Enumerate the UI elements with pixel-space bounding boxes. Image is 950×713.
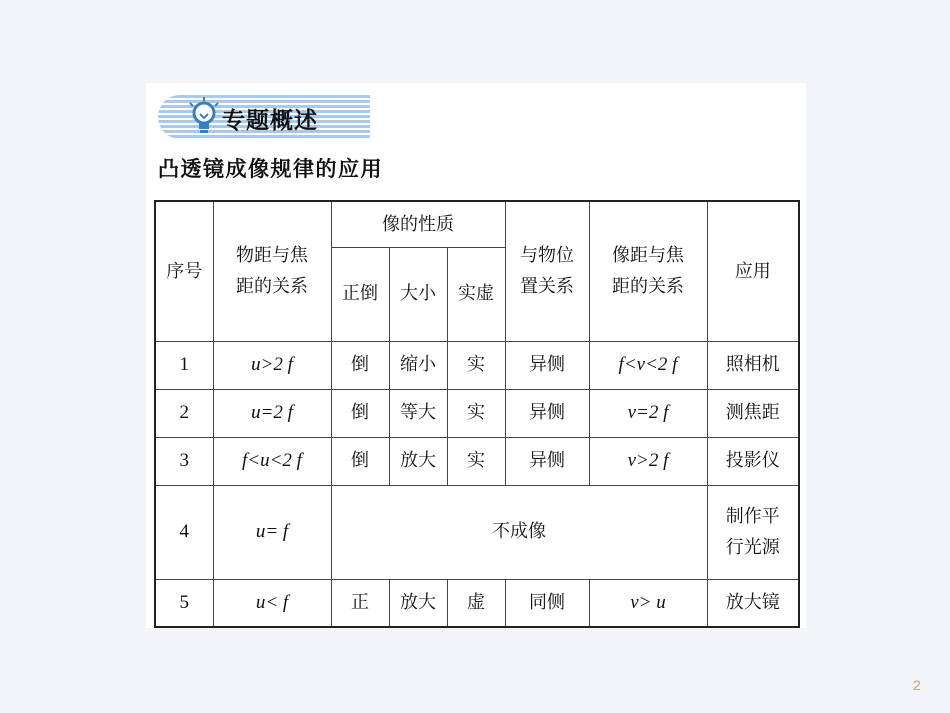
header-application: 应用 xyxy=(707,201,799,341)
row-position: 同侧 xyxy=(505,579,589,627)
row-object-distance: f<u<2 f xyxy=(213,437,331,485)
row-real-virtual: 实 xyxy=(447,389,505,437)
row-size: 放大 xyxy=(389,437,447,485)
row-index: 4 xyxy=(155,485,213,579)
header-object-distance-line1: 物距与焦 xyxy=(236,244,308,266)
table-row xyxy=(155,485,799,579)
header-index: 序号 xyxy=(155,201,213,341)
header-image-nature: 像的性质 xyxy=(331,201,505,247)
row-size: 等大 xyxy=(389,389,447,437)
lightbulb-icon xyxy=(184,95,224,139)
row-object-distance: u= f xyxy=(213,485,331,579)
row-real-virtual: 实 xyxy=(447,437,505,485)
row-index: 1 xyxy=(155,341,213,389)
row-orientation: 正 xyxy=(331,579,389,627)
row-orientation: 倒 xyxy=(331,341,389,389)
row-position: 异侧 xyxy=(505,389,589,437)
row-application: 测焦距 xyxy=(707,389,799,437)
row-application: 投影仪 xyxy=(707,437,799,485)
banner-title: 专题概述 xyxy=(222,108,318,134)
row-real-virtual: 虚 xyxy=(447,579,505,627)
row-object-distance: u>2 f xyxy=(213,341,331,389)
header-orientation: 正倒 xyxy=(331,247,389,341)
row-application-line1: 制作平 xyxy=(725,505,780,527)
lens-rules-table xyxy=(154,200,800,628)
row-orientation: 倒 xyxy=(331,389,389,437)
header-position-line1: 与物位 xyxy=(520,244,574,266)
row-application: 照相机 xyxy=(707,341,799,389)
header-size: 大小 xyxy=(389,247,447,341)
row-position: 异侧 xyxy=(505,437,589,485)
row-index: 2 xyxy=(155,389,213,437)
row-image-distance: v=2 f xyxy=(589,389,707,437)
page-number: 2 xyxy=(913,677,921,693)
row-application-line2: 行光源 xyxy=(725,537,780,558)
table-row xyxy=(155,579,799,627)
section-banner xyxy=(158,91,370,143)
row-size: 放大 xyxy=(389,579,447,627)
table-row xyxy=(155,389,799,437)
row-object-distance: u< f xyxy=(213,579,331,627)
header-real-virtual: 实虚 xyxy=(447,247,505,341)
row-index: 3 xyxy=(155,437,213,485)
row-image-distance: v>2 f xyxy=(589,437,707,485)
header-object-distance xyxy=(213,201,331,341)
row-size: 缩小 xyxy=(389,341,447,389)
table-row xyxy=(155,341,799,389)
content-panel xyxy=(146,83,806,628)
header-position-line2: 置关系 xyxy=(520,276,574,298)
row-image-distance: v> u xyxy=(589,579,707,627)
header-position xyxy=(505,201,589,341)
row-image-distance: f<v<2 f xyxy=(589,341,707,389)
row-index: 5 xyxy=(155,579,213,627)
row-real-virtual: 实 xyxy=(447,341,505,389)
header-image-distance xyxy=(589,201,707,341)
row-no-image: 不成像 xyxy=(331,485,707,579)
table-row xyxy=(155,437,799,485)
row-application xyxy=(707,485,799,579)
row-application: 放大镜 xyxy=(707,579,799,627)
row-position: 异侧 xyxy=(505,341,589,389)
row-orientation: 倒 xyxy=(331,437,389,485)
row-object-distance: u=2 f xyxy=(213,389,331,437)
table-subtitle: 凸透镜成像规律的应用 xyxy=(158,157,383,181)
header-image-distance-line2: 距的关系 xyxy=(612,276,684,298)
header-object-distance-line2: 距的关系 xyxy=(236,276,308,298)
header-image-distance-line1: 像距与焦 xyxy=(612,244,684,266)
